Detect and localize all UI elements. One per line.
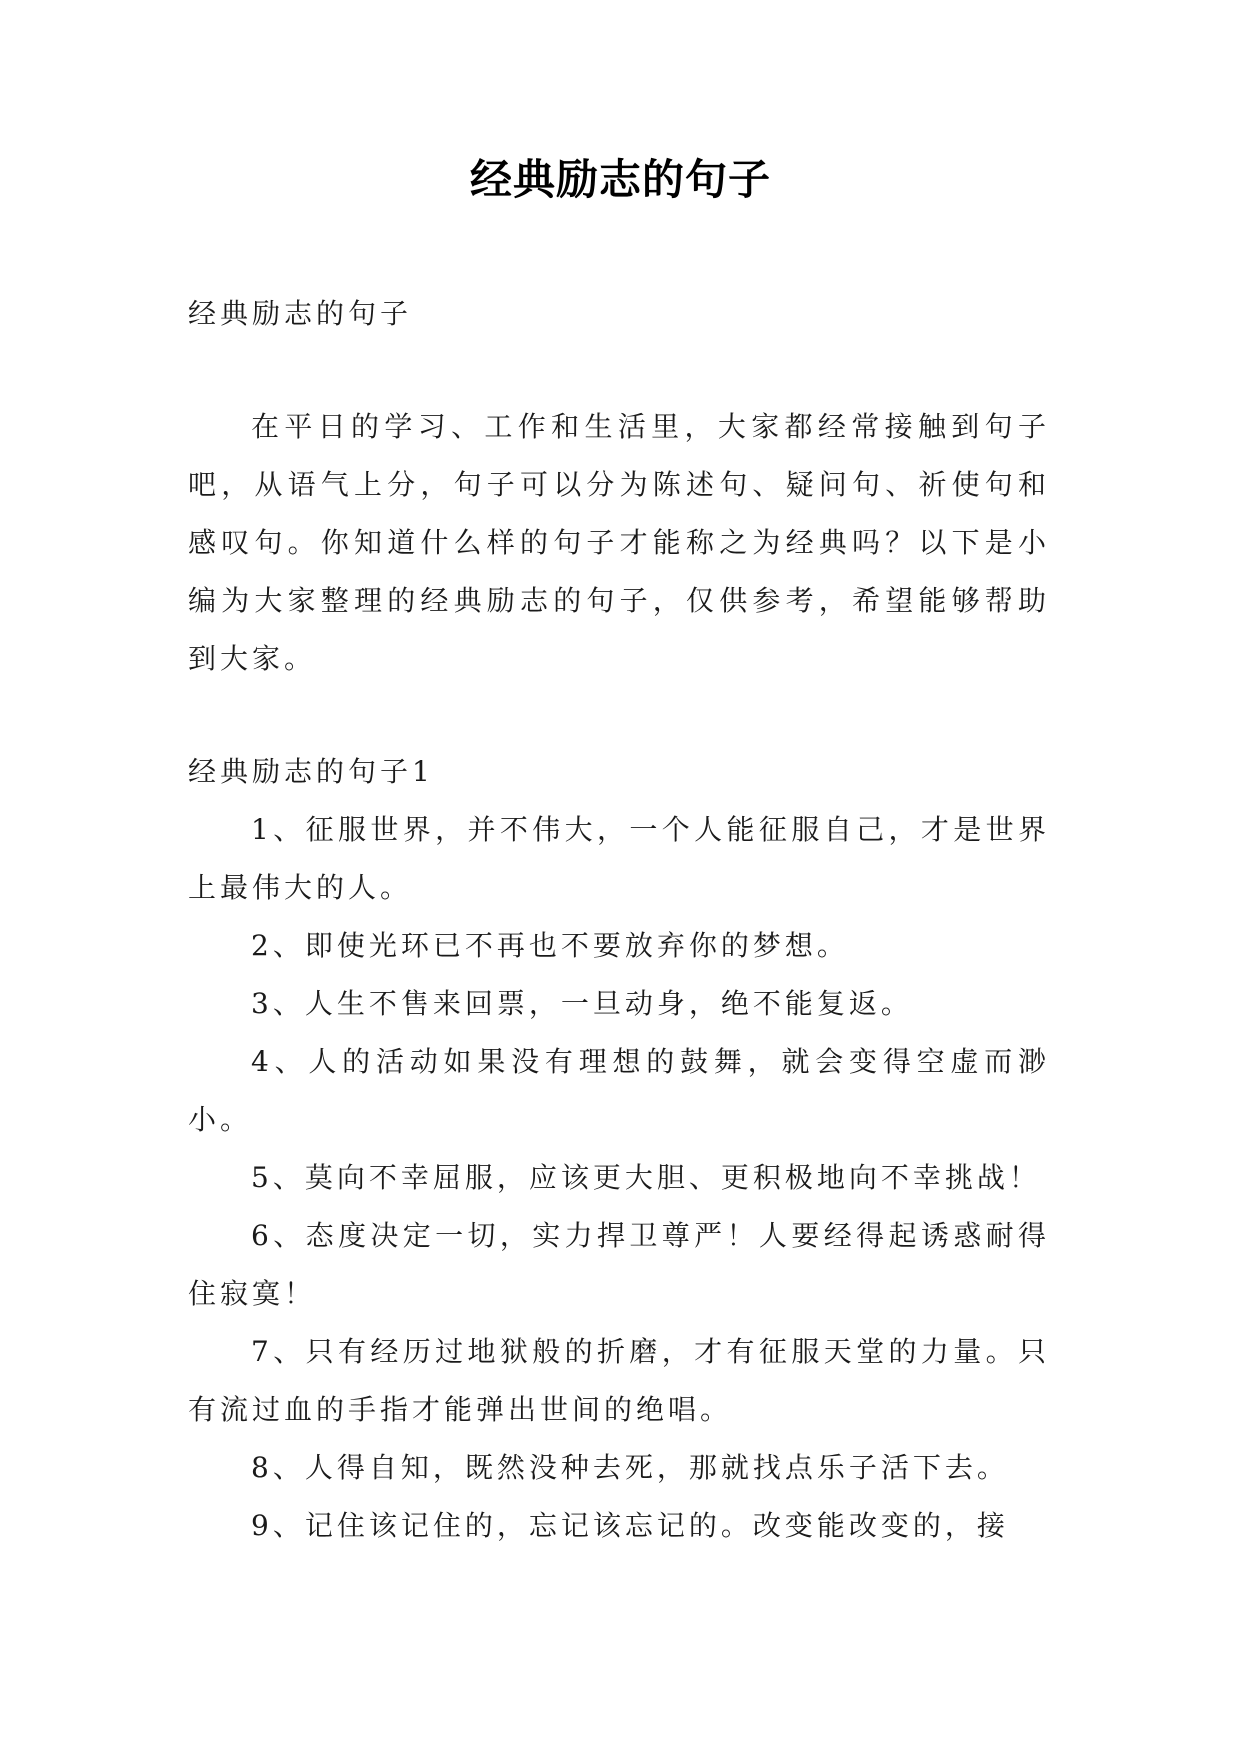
intro-paragraph: 在平日的学习、工作和生活里，大家都经常接触到句子吧，从语气上分，句子可以分为陈述句、疑问句、祈使句和感叹句。你知道什么样的句子才能称之为经典吗？以下是小编为大家整理的经典励志的句子，仅供参考，希望能够帮助到大家。 bbox=[188, 410, 1050, 675]
list-item: 2、即使光环已不再也不要放弃你的梦想。 bbox=[251, 929, 849, 962]
list-item: 7、只有经历过地狱般的折磨，才有征服天堂的力量。只有流过血的手指才能弹出世间的绝唱。 bbox=[188, 1335, 1050, 1426]
spacer bbox=[188, 343, 1050, 398]
list-item: 5、莫向不幸屈服，应该更大胆、更积极地向不幸挑战！ bbox=[251, 1161, 1041, 1194]
spacer bbox=[188, 688, 1050, 743]
list-item: 3、人生不售来回票，一旦动身，绝不能复返。 bbox=[251, 987, 913, 1020]
document-title: 经典励志的句子 bbox=[469, 155, 771, 204]
list-item: 1、征服世界，并不伟大，一个人能征服自己，才是世界上最伟大的人。 bbox=[188, 813, 1050, 904]
document-subtitle: 经典励志的句子 bbox=[188, 297, 413, 330]
list-item: 6、态度决定一切，实力捍卫尊严！人要经得起诱惑耐得住寂寞！ bbox=[188, 1219, 1050, 1310]
document-body bbox=[188, 285, 1050, 1555]
list-item: 9、记住该记住的，忘记该忘记的。改变能改变的，接 bbox=[251, 1509, 1009, 1542]
section-heading: 经典励志的句子1 bbox=[188, 755, 434, 788]
list-item: 4、人的活动如果没有理想的鼓舞，就会变得空虚而渺小。 bbox=[188, 1045, 1050, 1136]
list-item: 8、人得自知，既然没种去死，那就找点乐子活下去。 bbox=[251, 1451, 1009, 1484]
